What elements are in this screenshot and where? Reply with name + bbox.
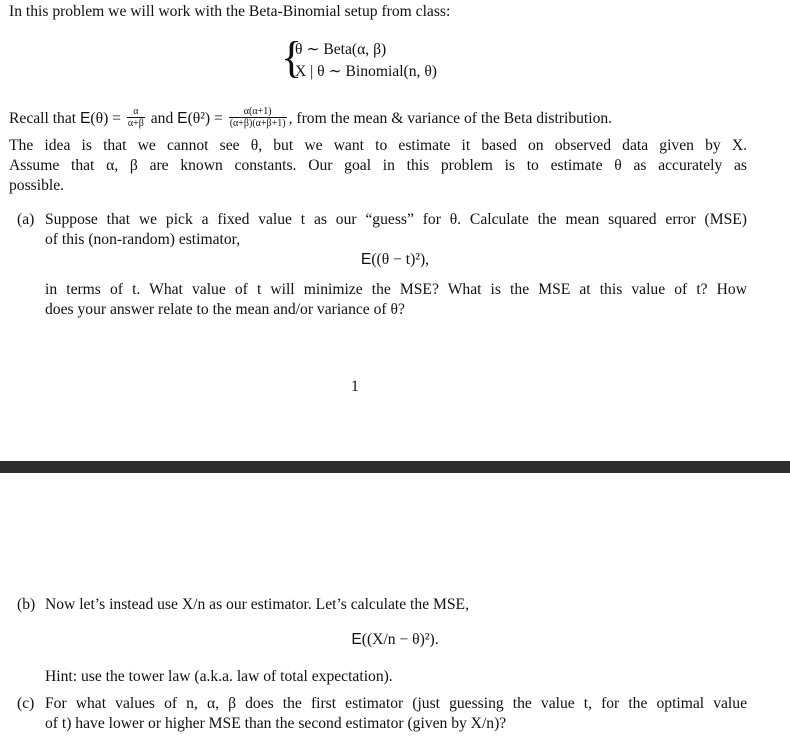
part-c-line-2: of t) have lower or higher MSE than the second estimator (given by X/n)? bbox=[45, 715, 507, 732]
system-row-likelihood: X | θ ∼ Binomial(n, θ) bbox=[295, 63, 438, 80]
part-a-line-2: of this (non-random) estimator, bbox=[45, 231, 241, 248]
part-c-line-1: For what values of n, α, β does the first estimator (just guessing the value t, for the optimal value bbox=[45, 695, 747, 712]
recall-text: Recall that E(θ) = $\frac{\alpha}{\alpha+\beta}$ and E(θ²) = $\frac{\alpha(\alpha+1)}{(\alpha+\beta)(\alpha+\beta+1)}$ , from the mean & variance of the Beta distribution. bbox=[9, 106, 613, 129]
expectation-symbol: E bbox=[80, 110, 91, 128]
page-separator bbox=[0, 461, 790, 473]
part-a-line-1: Suppose that we pick a fixed value t as our “guess” for θ. Calculate the mean squared error (MSE) bbox=[45, 211, 747, 228]
mean-fraction: $\frac{\alpha}{\alpha+\beta}$ bbox=[127, 106, 144, 129]
intro-text: In this problem we will work with the Beta-Binomial setup from class: bbox=[9, 3, 451, 20]
model-system bbox=[281, 33, 501, 84]
paragraph-line-1: The idea is that we cannot see θ, but we want to estimate it based on observed data given by X. bbox=[9, 137, 747, 154]
part-b-line-1: Now let’s instead use X/n as our estimator. Let’s calculate the MSE, bbox=[45, 596, 469, 613]
part-c-label: (c) bbox=[17, 695, 35, 712]
paragraph-line-3: possible. bbox=[9, 177, 65, 194]
left-brace: { bbox=[281, 33, 303, 82]
second-moment-fraction: $\frac{\alpha(\alpha+1)}{(\alpha+\beta)(\alpha+\beta+1)}$ bbox=[229, 106, 286, 129]
part-b-equation: E((X/n − θ)²). bbox=[351, 631, 439, 648]
part-a-line-4: does your answer relate to the mean and/or variance of θ? bbox=[45, 301, 405, 318]
expectation-symbol: E bbox=[177, 110, 188, 128]
system-row-prior: θ ∼ Beta(α, β) bbox=[295, 41, 387, 58]
part-a-equation: E((θ − t)²), bbox=[360, 251, 430, 268]
paragraph-line-2: Assume that α, β are known constants. Our goal in this problem is to estimate θ as accurately as bbox=[9, 157, 747, 174]
part-a-label: (a) bbox=[17, 211, 35, 228]
page-number: 1 bbox=[351, 378, 359, 395]
part-b-hint: Hint: use the tower law (a.k.a. law of total expectation). bbox=[45, 668, 393, 685]
part-a-line-3: in terms of t. What value of t will minimize the MSE? What is the MSE at this value of t? How bbox=[45, 281, 747, 298]
part-b-label: (b) bbox=[17, 596, 36, 613]
